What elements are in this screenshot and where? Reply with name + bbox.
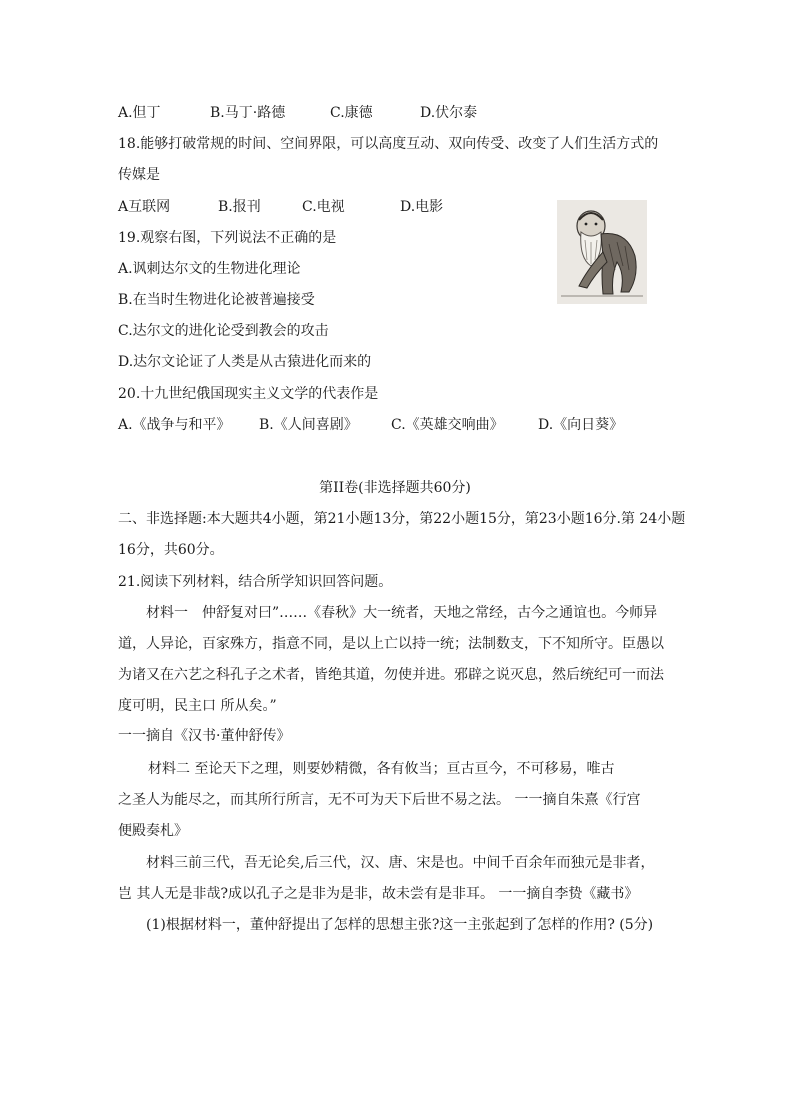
material2-line1: 材料二 至论天下之理，则要妙精微，各有攸当；亘古亘今，不可移易，唯古	[148, 761, 615, 777]
q18-option-c: C.电视	[302, 199, 345, 215]
q18-option-b: B.报刊	[218, 199, 261, 215]
q18-option-d: D.电影	[400, 199, 444, 215]
q17-option-b: B.马丁·路德	[210, 105, 286, 121]
material1-line3: 为诸又在六艺之科孔子之术者，皆绝其道，勿使并进。邪辟之说灭息，然后统纪可一而法	[118, 667, 664, 683]
section-intro-line2: 16分，共60分。	[118, 542, 224, 558]
material1-source: 一一摘自《汉书·董仲舒传》	[118, 728, 291, 744]
q19-option-b: B.在当时生物进化论被普遍接受	[118, 292, 315, 308]
q20-option-c: C.《英雄交响曲》	[391, 417, 504, 433]
material1-line2: 道，人异论，百家殊方，指意不同，是以上亡以持一统；法制数支，下不知所守。臣愚以	[118, 636, 664, 652]
material2-line2: 之圣人为能尽之，而其所行所言，无不可为天下后世不易之法。 一一摘自朱熹《行宫	[118, 792, 641, 808]
q17-option-a: A.但丁	[118, 105, 161, 121]
q19-stem: 19.观察右图，下列说法不正确的是	[118, 230, 337, 246]
q17-option-c: C.康德	[330, 105, 373, 121]
material2-line3: 便殿奏札》	[118, 823, 188, 839]
material1-line1: 材料一 仲舒复对曰”……《春秋》大一统者，天地之常经，古今之通谊也。今师异	[146, 605, 658, 621]
q18-option-a: A互联网	[118, 199, 171, 215]
q18-stem-line1: 18.能够打破常规的时间、空间界限，可以高度互动、双向传受、改变了人们生活方式的	[118, 136, 659, 152]
q17-option-d: D.伏尔泰	[420, 105, 478, 121]
section-intro-line1: 二、非选择题:本大题共4小题，第21小题13分，第22小题15分，第23小题16分.第 24小题	[118, 511, 686, 527]
material3-line2: 岂 其人无是非哉?成以孔子之是非为是非，故未尝有是非耳。 一一摘自李贽《藏书》	[118, 886, 639, 902]
material3-line1: 材料三前三代，吾无论矣,后三代，汉、唐、宋是也。中间千百余年而独元是非者，	[146, 855, 655, 871]
q20-option-a: A.《战争与和平》	[118, 417, 231, 433]
q19-option-c: C.达尔文的进化论受到教会的攻击	[118, 323, 329, 339]
q21-stem: 21.阅读下列材料，结合所学知识回答问题。	[118, 574, 393, 590]
q20-stem: 20.十九世纪俄国现实主义文学的代表作是	[118, 386, 379, 402]
q20-option-b: B.《人间喜剧》	[259, 417, 358, 433]
q19-option-d: D.达尔文论证了人类是从古猿进化而来的	[118, 354, 372, 370]
darwin-ape-illustration	[557, 200, 647, 304]
q18-stem-line2: 传媒是	[118, 167, 160, 183]
q21-subquestion-1: (1)根据材料一，董仲舒提出了怎样的思想主张?这一主张起到了怎样的作用? (5分)	[146, 917, 654, 933]
q19-option-a: A.讽刺达尔文的生物进化理论	[118, 261, 301, 277]
material1-line4: 度可明，民主口 所从矣。”	[118, 698, 277, 714]
section-title: 第II卷(非选择题共60分)	[319, 480, 471, 496]
darwin-caricature-image	[557, 200, 647, 304]
q20-option-d: D.《向日葵》	[538, 417, 624, 433]
